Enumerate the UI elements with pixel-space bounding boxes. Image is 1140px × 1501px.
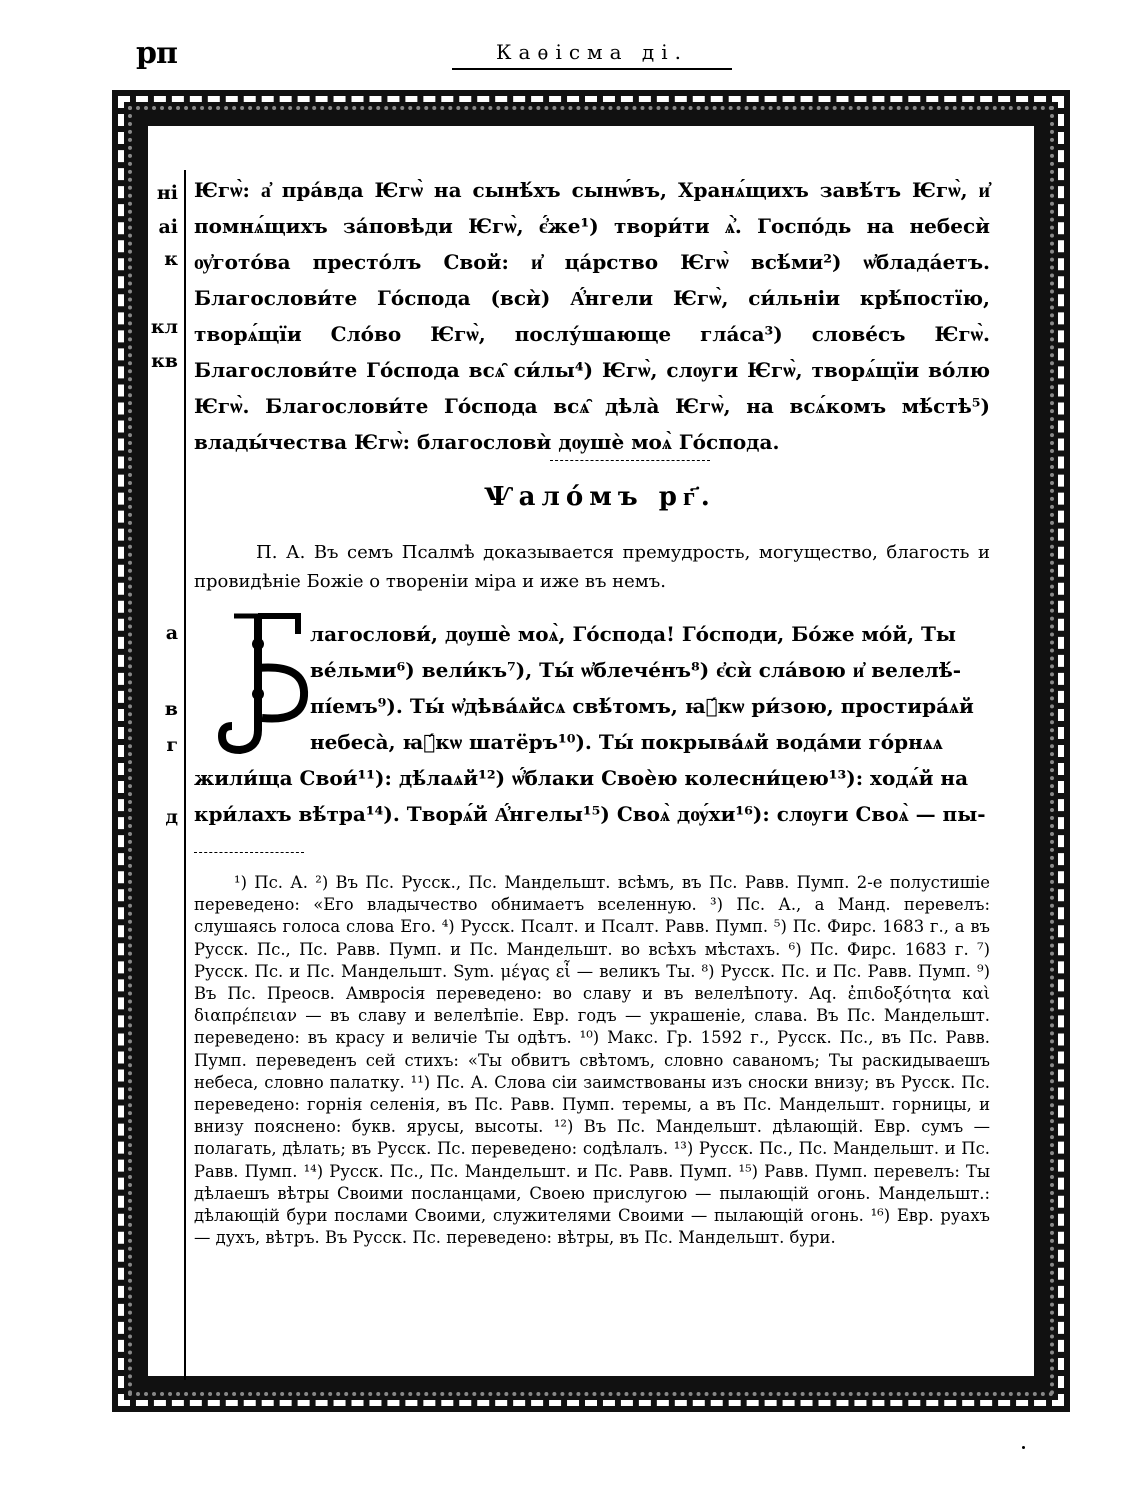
verse-number: к xyxy=(164,248,178,270)
verse-number: ні xyxy=(156,182,178,204)
footnotes xyxy=(194,872,990,1249)
verse-number: д xyxy=(165,806,178,828)
page-number: рп xyxy=(136,36,177,71)
psalm-text xyxy=(194,616,990,832)
previous-psalm-paragraph: Ѥгѡ̀: а҆ пра́вда Ѥгѡ̀ на сынѣ́хъ сынѡ́въ, Хранѧ́щихъ завѣ́тъ Ѥгѡ̀, и҆ помнѧ́щихъ за́повѣди Ѥгѡ̀, є҆́же¹) твори́ти ѧ҆̀. Госпо́дь на небесѝ ѹ҆гото́ва престо́лъ Свой: и҆ ца́рство Ѥгѡ̀ всѣ́ми²) ѡ҆блада́етъ. Благослови́те Го́спода (всѝ) А҆́нгели Ѥгѡ̀, си́льніи крѣ́постїю, творѧ́щїи Сло́во Ѥгѡ̀, послу́шающе гла́са³) слове́съ Ѥгѡ̀. Благослови́те Го́спода всѧ̑ си́лы⁴) Ѥгѡ̀, слѹги Ѥгѡ̀, творѧ́щїи во́лю Ѥгѡ̀. Благослови́те Го́спода всѧ̑ дѣла̀ Ѥгѡ̀, на всѧ́комъ мѣ́стѣ⁵) влады́чества Ѥгѡ̀: благословѝ дѹшѐ моѧ̀ Го́спода. xyxy=(194,178,990,454)
section-separator xyxy=(550,460,710,461)
summary-paragraph: П. А. Въ семъ Псалмѣ доказывается премудрость, могущество, благость и провидѣніе Божіе о твореніи міра и иже въ немъ. xyxy=(194,542,990,592)
psalm-line: пі́емъ⁹). Ты́ ѡ҆дѣва́ѧйсѧ свѣ́томъ, ꙗ҆́кѡ ри́зою, простира́ѧй xyxy=(310,694,974,718)
verse-number: в xyxy=(164,698,178,720)
previous-psalm-text xyxy=(194,172,990,460)
psalm-line: кри́лахъ вѣ́тра¹⁴). Творѧ́й А҆́нгелы¹⁵) Своѧ̀ дѹ́хи¹⁶): слѹги Своѧ̀ — пы- xyxy=(194,802,986,826)
header-rule xyxy=(452,68,732,70)
scan-speck xyxy=(1022,1446,1025,1449)
footnotes-paragraph: ¹) Пс. А. ²) Въ Пс. Русск., Пс. Мандельшт. всѣмъ, въ Пс. Равв. Пумп. 2-е полустишіе переведено: «Его владычество обнимаетъ вселенную. ³) Пс. А., а Манд. перевелъ: слушаясь голоса слова Его. ⁴) Русск. Псалт. и Псалт. Равв. Пумп. ⁵) Пс. Фирс. 1683 г., а въ Русск. Пс., Пс. Равв. Пумп. и Пс. Мандельшт. во всѣхъ мѣстахъ. ⁶) Пс. Фирс. 1683 г. ⁷) Русск. Пс. и Пс. Мандельшт. Sym. μέγας εἶ — великъ Ты. ⁸) Русск. Пс. и Пс. Равв. Пумп. ⁹) Въ Пс. Преосв. Амвросія переведено: во славу и въ велелѣпоту. Aq. ἐπιδοξότητα καὶ διαπρέπειαν — въ славу и велелѣпіе. Евр. годъ — украшеніе, слава. Въ Пс. Мандельшт. переведено: въ красу и величіе Ты одѣтъ. ¹⁰) Макс. Гр. 1592 г., Русск. Пс., въ Пс. Равв. Пумп. переведенъ сей стихъ: «Ты обвитъ свѣтомъ, словно саваномъ; Ты раскидываешъ небеса, словно палатку. ¹¹) Пс. А. Слова сіи заимствованы изъ сноски внизу; въ Русск. Пс. переведено: горнія селенія, въ Пс. Равв. Пумп. теремы, а въ Пс. Мандельшт. горницы, и внизу пояснено: букв. ярусы, высоты. ¹²) Въ Пс. Мандельшт. дѣлающій. Евр. сумъ — полагать, дѣлать; въ Русск. Пс. переведено: содѣлалъ. ¹³) Русск. Пс., Пс. Мандельшт. и Пс. Равв. Пумп. ¹⁴) Русск. Пс., Пс. Мандельшт. и Пс. Равв. Пумп. ¹⁵) Равв. Пумп. перевелъ: Ты дѣлаешъ вѣтры Своими посланцами, Своею прислугою — пылающій огонь. Мандельшт.: дѣлающій бури послами Своими, служителями Своими — пылающій огонь. ¹⁶) Евр. руахъ — духъ, вѣтръ. Въ Русск. Пс. переведено: вѣтры, въ Пс. Мандельшт. бури. xyxy=(194,873,990,1248)
running-title: Каѳісма ді. xyxy=(496,40,688,64)
psalm-line: небеса̀, ꙗ҆́кѡ шатёръ¹⁰). Ты́ покрыва́ѧй вода́ми го́рнѧѧ xyxy=(310,730,943,754)
psalm-summary xyxy=(194,538,990,596)
psalm-line: лагослови́, дѹшѐ моѧ̀, Го́спода! Го́споди, Бо́же мо́й, Ты xyxy=(310,622,956,646)
verse-number: аі xyxy=(158,216,178,238)
verse-number-column xyxy=(148,170,186,1380)
verse-number: а xyxy=(165,622,178,644)
verse-number: кл xyxy=(150,316,178,338)
verse-number: кв xyxy=(151,350,178,372)
psalm-line: ве́льми⁶) вели́къ⁷), Ты́ ѡ҆блече́нъ⁸) є҆сѝ сла́вою и҆ велелѣ́- xyxy=(310,658,962,682)
psalm-title: Ѱало́мъ рг҃. xyxy=(484,482,716,512)
psalm-line: жили́ща Свои́¹¹): дѣ́лаѧй¹²) ѡ҆́блаки Своѐю колесни́цею¹³): ходѧ́й на xyxy=(194,766,969,790)
footnote-separator xyxy=(194,852,304,853)
verse-number: г xyxy=(166,734,178,756)
